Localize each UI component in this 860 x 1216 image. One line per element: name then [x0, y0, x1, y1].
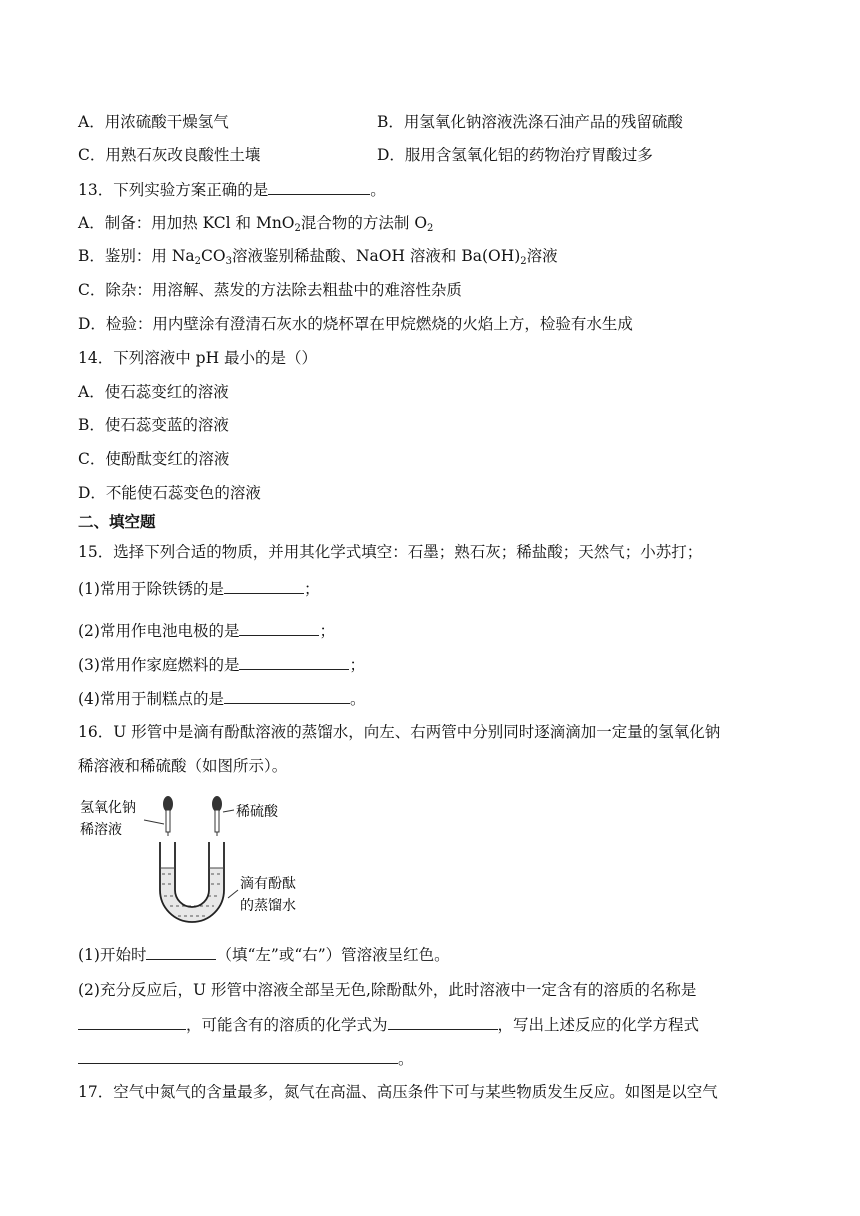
label-water-line1: 滴有酚酞: [240, 876, 296, 892]
q15-part-4: [78, 688, 365, 709]
q15-p3-text: (3)常用作家庭燃料的是: [78, 656, 240, 674]
q12-option-c: C．用熟石灰改良酸性土壤: [78, 146, 261, 164]
q13-a-text: A．制备：用加热 KCl 和 MnO: [78, 214, 295, 232]
section-title: 二、填空题: [78, 513, 156, 531]
q17-stem: 17．空气中氮气的含量最多，氮气在高温、高压条件下可与某些物质发生反应。如图是以空气: [78, 1083, 718, 1101]
q13-stem: [78, 179, 386, 200]
q13-stem-end: 。: [370, 181, 386, 199]
q15-part-1: [78, 578, 319, 599]
subscript: 3: [225, 256, 232, 267]
q13-stem-text: 13．下列实验方案正确的是: [78, 181, 269, 199]
q13-option-c: C．除杂：用溶解、蒸发的方法除去粗盐中的难溶性杂质: [78, 281, 462, 299]
q12-option-a: A．用浓硫酸干燥氢气: [78, 113, 229, 131]
q16-part-2-line-3: [78, 1048, 414, 1069]
q12-option-d: D．服用含氢氧化铝的药物治疗胃酸过多: [377, 146, 653, 164]
answer-blank[interactable]: [268, 179, 370, 195]
q14-option-b: B．使石蕊变蓝的溶液: [78, 416, 229, 434]
answer-blank[interactable]: [224, 578, 304, 594]
punct: 。: [398, 1050, 414, 1068]
answer-blank[interactable]: [146, 944, 216, 960]
punct: 。: [349, 690, 366, 708]
label-naoh-line2: 稀溶液: [80, 822, 122, 838]
q13-option-a: [78, 213, 433, 233]
left-dropper: [163, 796, 173, 836]
punct: ；: [319, 622, 335, 640]
q13-option-b: [78, 246, 558, 266]
q14-stem: 14．下列溶液中 pH 最小的是（）: [78, 349, 318, 367]
q13-option-d: D．检验：用内壁涂有澄清石灰水的烧杯罩在甲烷燃烧的火焰上方，检验有水生成: [78, 315, 633, 333]
label-h2so4: 稀硫酸: [236, 804, 278, 820]
answer-blank[interactable]: [224, 688, 350, 704]
answer-blank[interactable]: [239, 620, 319, 636]
q16-p1-text-2: （填“左”或“右”）管溶液呈红色。: [216, 946, 450, 964]
answer-blank[interactable]: [78, 1014, 186, 1030]
q14-option-c: C．使酚酞变红的溶液: [78, 450, 230, 468]
q12-option-b: B．用氢氧化钠溶液洗涤石油产品的残留硫酸: [377, 113, 683, 131]
q15-p1-text: (1)常用于除铁锈的是: [78, 580, 224, 598]
u-tube-diagram: [78, 790, 358, 930]
subscript: 2: [427, 223, 434, 234]
q14-option-a: A．使石蕊变红的溶液: [78, 383, 229, 401]
q16-p1-text: (1)开始时: [78, 946, 147, 964]
answer-blank[interactable]: [388, 1014, 498, 1030]
label-naoh-line1: 氢氧化钠: [80, 800, 136, 816]
q16-stem-line-2: 稀溶液和稀硫酸（如图所示）。: [78, 757, 288, 775]
q14-option-d: D．不能使石蕊变色的溶液: [78, 484, 261, 502]
q13-b-text-2: CO: [201, 247, 226, 265]
q13-b-text: B．鉴别：用 Na: [78, 247, 195, 265]
subscript: 2: [520, 256, 527, 267]
q16-part-1: [78, 944, 450, 965]
right-dropper: [212, 796, 222, 836]
u-tube-inner: [175, 842, 209, 907]
answer-blank[interactable]: [239, 654, 349, 670]
subscript: 2: [194, 256, 201, 267]
q15-part-2: [78, 620, 335, 641]
q13-a-text-2: 混合物的方法制 O: [300, 214, 428, 232]
punct: ；: [303, 580, 320, 598]
q15-p4-text: (4)常用于制糕点的是: [78, 690, 224, 708]
label-water-line2: 的蒸馏水: [240, 898, 296, 914]
subscript: 2: [294, 223, 301, 234]
q13-b-text-3: 溶液鉴别稀盐酸、NaOH 溶液和 Ba(OH): [231, 247, 521, 265]
q16-part-2-line-1: (2)充分反应后，U 形管中溶液全部呈无色,除酚酞外，此时溶液中一定含有的溶质的名称是: [78, 981, 697, 999]
q15-stem: 15．选择下列合适的物质，并用其化学式填空：石墨；熟石灰；稀盐酸；天然气；小苏打；: [78, 543, 703, 561]
q13-b-text-4: 溶液: [526, 247, 558, 265]
q16-part-2-line-2: [78, 1014, 699, 1035]
q16-p2-text-3: ，写出上述反应的化学方程式: [497, 1016, 700, 1034]
answer-blank[interactable]: [78, 1048, 398, 1064]
punct: ；: [349, 656, 365, 674]
q15-part-3: [78, 654, 365, 675]
q15-p2-text: (2)常用作电池电极的是: [78, 622, 240, 640]
q16-p2-text-2: ，可能含有的溶质的化学式为: [186, 1016, 388, 1034]
q16-stem-line-1: 16．U 形管中是滴有酚酞溶液的蒸馏水，向左、右两管中分别同时逐滴滴加一定量的氢氧化钠: [78, 723, 721, 741]
